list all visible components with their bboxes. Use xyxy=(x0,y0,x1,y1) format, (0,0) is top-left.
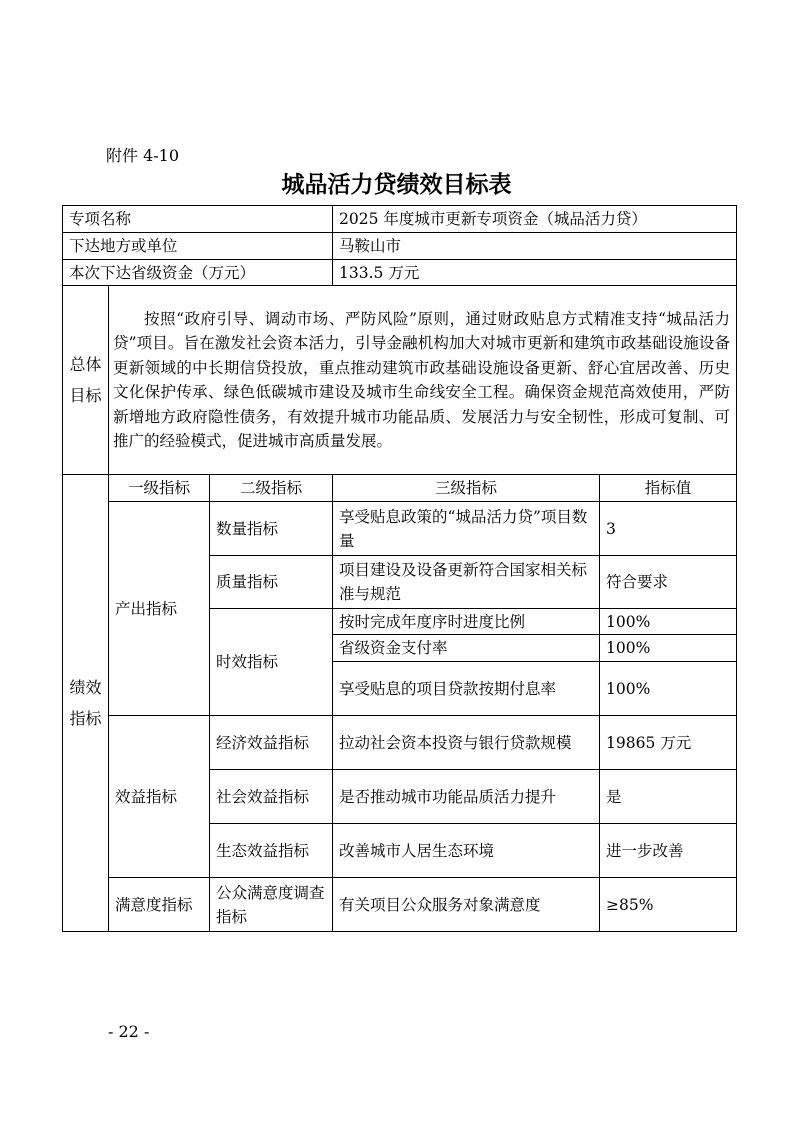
level2-quality: 质量指标 xyxy=(210,556,333,609)
page-number: - 22 - xyxy=(108,1022,150,1041)
table-row xyxy=(63,502,737,556)
indicator-name: 有关项目公众服务对象满意度 xyxy=(333,878,600,932)
level2-economic: 经济效益指标 xyxy=(210,716,333,770)
indicator-value: ≥85% xyxy=(600,878,737,932)
performance-target-table xyxy=(62,205,736,932)
column-header-level2: 二级指标 xyxy=(210,475,333,502)
overall-goal-text: 按照“政府引导、调动市场、严防风险”原则，通过财政贴息方式精准支持“城品活力贷”项目。旨在激发社会资本活力，引导金融机构加大对城市更新和建筑市政基础设施设备更新领域的中长期信贷投放，重点推动建筑市政基础设施设备更新、舒心宜居改善、历史文化保护传承、绿色低碳城市建设及城市生命线安全工程。确保资金规范高效使用，严防新增地方政府隐性债务，有效提升城市功能品质、发展活力与安全韧性，形成可复制、可推广的经验模式，促进城市高质量发展。 xyxy=(109,286,737,475)
indicator-value: 100% xyxy=(600,662,737,716)
table-row xyxy=(63,878,737,932)
indicator-value: 3 xyxy=(600,502,737,556)
indicator-name: 改善城市人居生态环境 xyxy=(333,824,600,878)
funds-label: 本次下达省级资金（万元） xyxy=(63,260,333,286)
indicator-value: 19865 万元 xyxy=(600,716,737,770)
funds-row xyxy=(63,260,737,286)
indicator-value: 100% xyxy=(600,609,737,635)
project-row xyxy=(63,206,737,233)
performance-header-row xyxy=(63,475,737,502)
indicator-value: 进一步改善 xyxy=(600,824,737,878)
indicator-name: 按时完成年度序时进度比例 xyxy=(333,609,600,635)
indicator-name: 拉动社会资本投资与银行贷款规模 xyxy=(333,716,600,770)
overall-goal-row xyxy=(63,286,737,475)
overall-goal-label: 总体目标 xyxy=(63,286,109,475)
level2-social: 社会效益指标 xyxy=(210,770,333,824)
column-header-value: 指标值 xyxy=(600,475,737,502)
indicator-name: 享受贴息政策的“城品活力贷”项目数量 xyxy=(333,502,600,556)
indicator-name: 享受贴息的项目贷款按期付息率 xyxy=(333,662,600,716)
level1-output: 产出指标 xyxy=(109,502,210,716)
region-value: 马鞍山市 xyxy=(333,233,737,260)
level1-benefit: 效益指标 xyxy=(109,716,210,878)
indicator-name: 省级资金支付率 xyxy=(333,635,600,662)
indicator-name: 项目建设及设备更新符合国家相关标准与规范 xyxy=(333,556,600,609)
project-label: 专项名称 xyxy=(63,206,333,233)
document-title: 城品活力贷绩效目标表 xyxy=(281,171,512,198)
region-label: 下达地方或单位 xyxy=(63,233,333,260)
project-value: 2025 年度城市更新专项资金（城品活力贷） xyxy=(333,206,737,233)
indicator-value: 是 xyxy=(600,770,737,824)
funds-value: 133.5 万元 xyxy=(333,260,737,286)
attachment-label: 附件 4-10 xyxy=(106,146,180,165)
table-row xyxy=(63,716,737,770)
level1-satisfaction: 满意度指标 xyxy=(109,878,210,932)
column-header-level3: 三级指标 xyxy=(333,475,600,502)
level2-quantity: 数量指标 xyxy=(210,502,333,556)
level2-ecological: 生态效益指标 xyxy=(210,824,333,878)
indicator-value: 100% xyxy=(600,635,737,662)
level2-timeliness: 时效指标 xyxy=(210,609,333,716)
indicator-name: 是否推动城市功能品质活力提升 xyxy=(333,770,600,824)
indicator-value: 符合要求 xyxy=(600,556,737,609)
column-header-level1: 一级指标 xyxy=(109,475,210,502)
performance-label: 绩效指标 xyxy=(63,475,109,932)
level2-public: 公众满意度调查指标 xyxy=(210,878,333,932)
region-row xyxy=(63,233,737,260)
